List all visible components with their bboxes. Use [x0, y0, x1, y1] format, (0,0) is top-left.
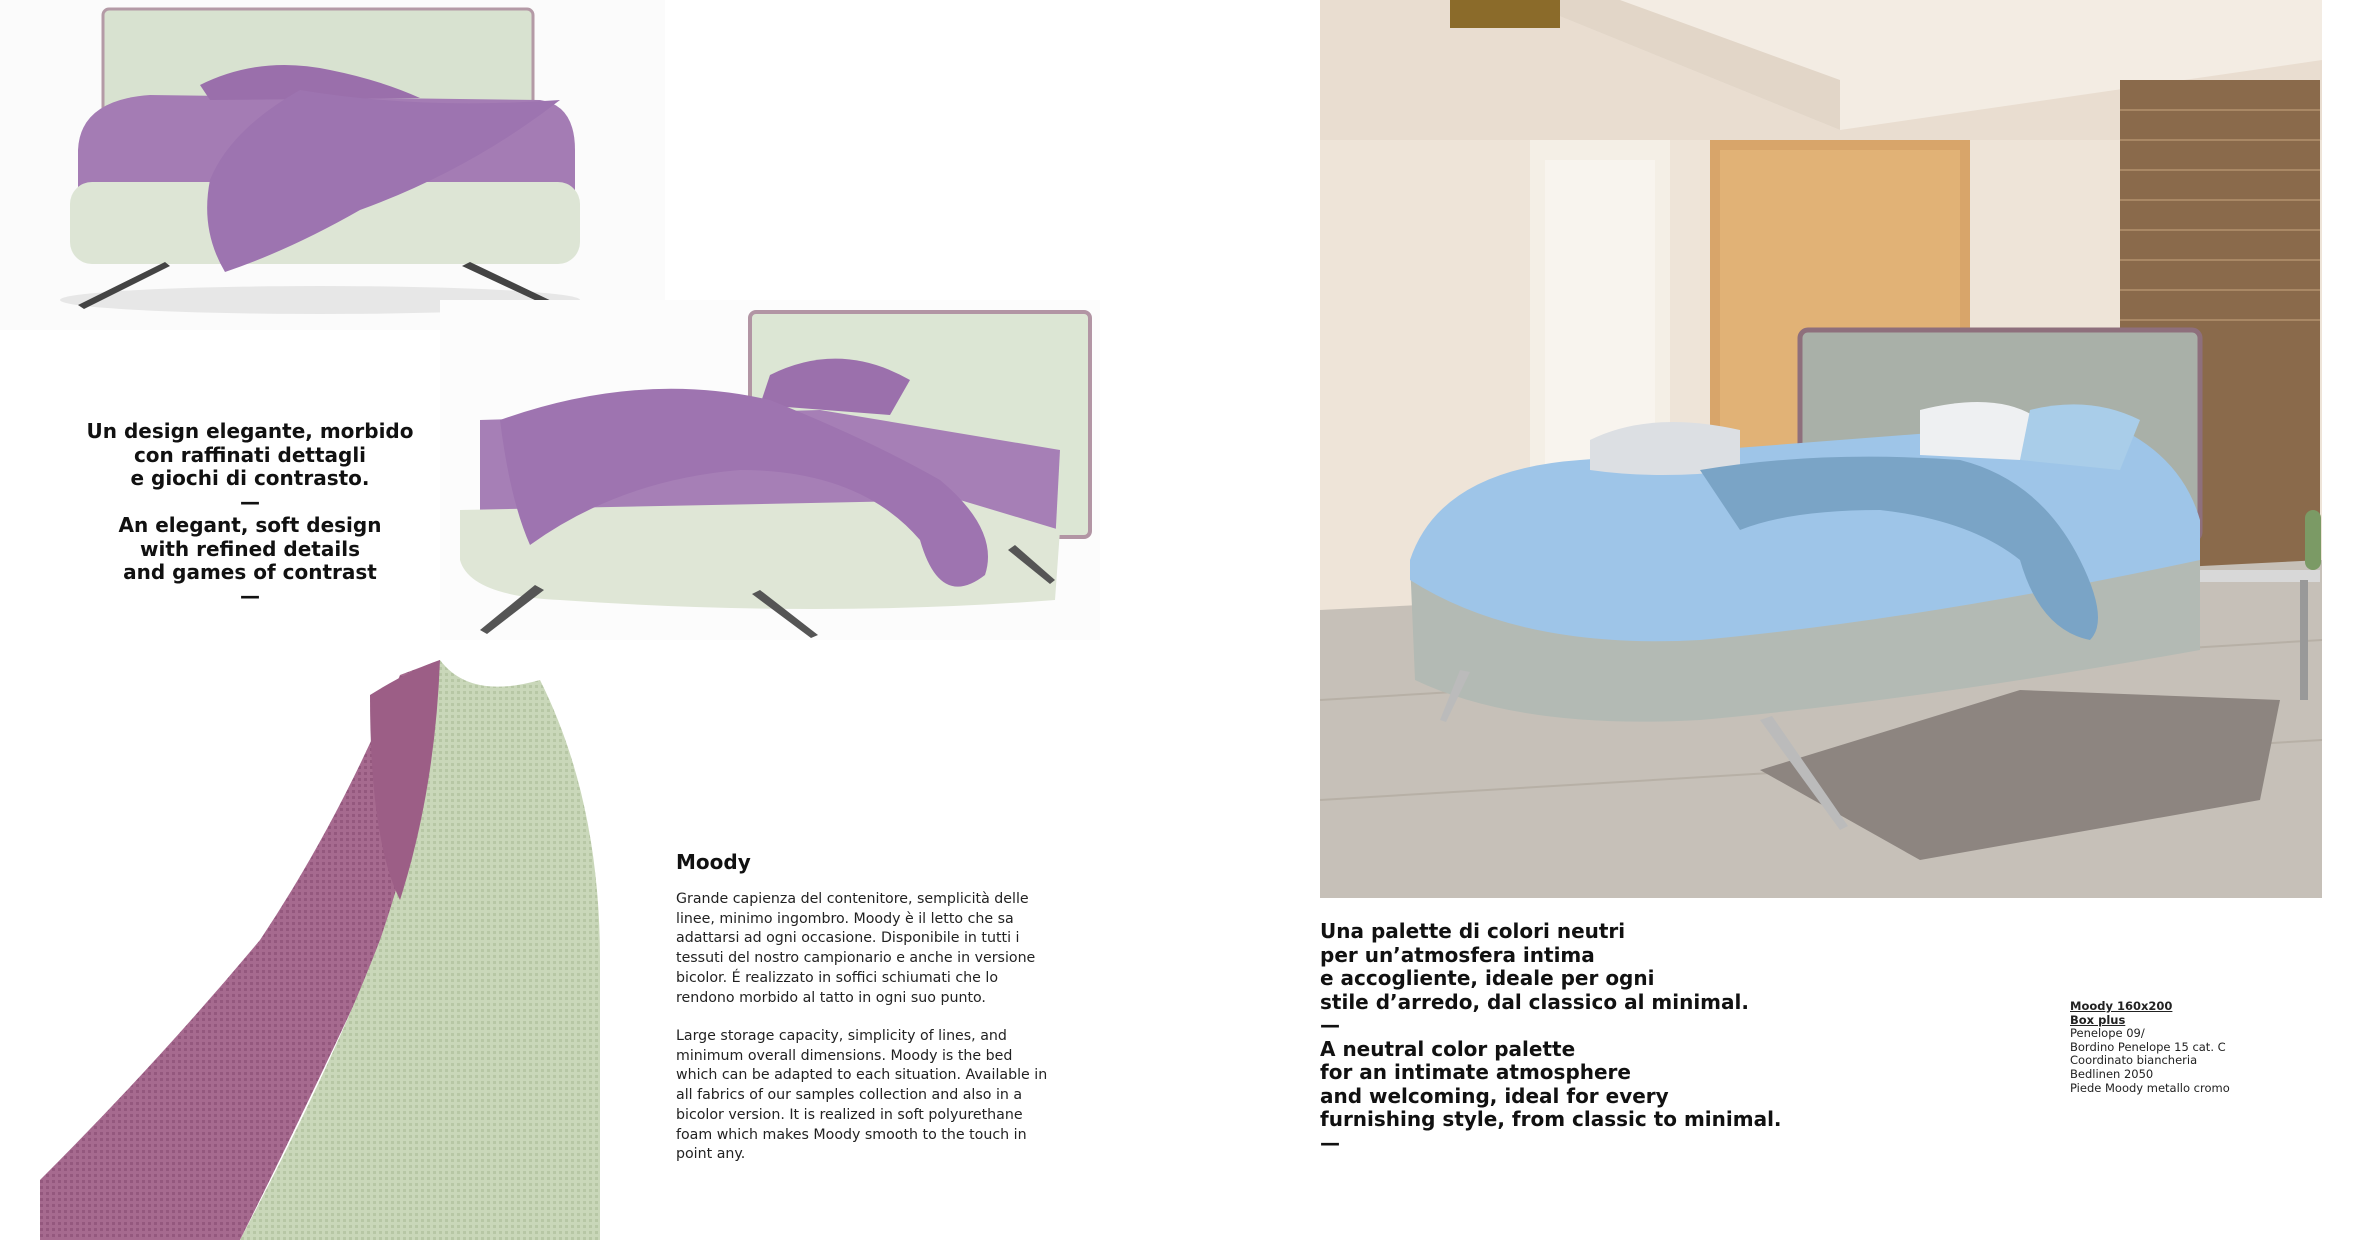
spec-model: Moody 160x200: [2070, 999, 2173, 1013]
spec-line: Coordinato biancheria: [2070, 1053, 2198, 1068]
fabric-detail-photo: [40, 640, 660, 1240]
palette-en-line: for an intimate atmosphere: [1320, 1060, 1631, 1084]
palette-en-line: furnishing style, from classic to minimal.: [1320, 1107, 1782, 1131]
body-line: bicolor. É realizzato in soffici schiumati che lo: [676, 969, 999, 986]
body-line: Large storage capacity, simplicity of lines, and: [676, 1028, 1007, 1044]
tagline-block: [70, 420, 430, 608]
bedroom-photo: [1320, 0, 2322, 898]
body-line: rendono morbido al tatto in ogni suo punto.: [676, 989, 986, 1006]
palette-dash: —: [1320, 1130, 1340, 1155]
spec-line: Penelope 09/: [2070, 1026, 2145, 1041]
product-body-it: [676, 890, 1076, 1008]
tagline-it-line: Un design elegante, morbido: [86, 419, 414, 443]
body-line: which can be adapted to each situation. Available in: [676, 1067, 1048, 1084]
tagline-it-line: con raffinati dettagli: [133, 442, 367, 467]
product-body-en: [676, 1027, 1076, 1165]
spec-caption: [2070, 1000, 2330, 1095]
body-line: foam which makes Moody smooth to the touch in: [676, 1126, 1027, 1143]
bed-front-photo: [0, 0, 665, 330]
palette-it-line: Una palette di colori neutri: [1320, 919, 1626, 943]
tagline-dash: —: [240, 583, 260, 608]
palette-en-line: A neutral color palette: [1320, 1036, 1576, 1061]
tagline-dash: —: [240, 489, 260, 514]
body-line: point any.: [676, 1146, 746, 1163]
body-line: Grande capienza del contenitore, semplicità delle: [676, 891, 1029, 907]
palette-en-line: and welcoming, ideal for every: [1320, 1083, 1669, 1108]
tagline-en-line: with refined details: [140, 536, 360, 561]
tagline-it-line: e giochi di contrasto.: [130, 466, 370, 490]
spec-line: Piede Moody metallo cromo: [2070, 1080, 2230, 1095]
spec-variant: Box plus: [2070, 1012, 2126, 1027]
tagline-en-line: and games of contrast: [123, 560, 377, 584]
body-line: all fabrics of our samples collection and also in a: [676, 1087, 1023, 1104]
palette-block: [1320, 920, 1840, 1155]
body-line: bicolor version. It is realized in soft polyurethane: [676, 1106, 1023, 1123]
bed-angled-photo: [440, 300, 1100, 640]
palette-it-line: stile d’arredo, dal classico al minimal.: [1320, 989, 1749, 1014]
tagline-en-line: An elegant, soft design: [118, 513, 382, 537]
palette-it-line: per un’atmosfera intima: [1320, 942, 1595, 967]
spec-line: Bedlinen 2050: [2070, 1066, 2154, 1081]
body-line: adattarsi ad ogni occasione. Disponibile in tutti i: [676, 930, 1020, 947]
product-title: Moody: [676, 850, 751, 874]
palette-it-line: e accogliente, ideale per ogni: [1320, 966, 1655, 990]
body-line: minimum overall dimensions. Moody is the bed: [676, 1047, 1013, 1064]
spec-line: Bordino Penelope 15 cat. C: [2070, 1039, 2226, 1054]
body-line: linee, minimo ingombro. Moody è il letto che sa: [676, 910, 1014, 927]
palette-dash: —: [1320, 1013, 1340, 1037]
body-line: tessuti del nostro campionario e anche in versione: [676, 950, 1036, 967]
